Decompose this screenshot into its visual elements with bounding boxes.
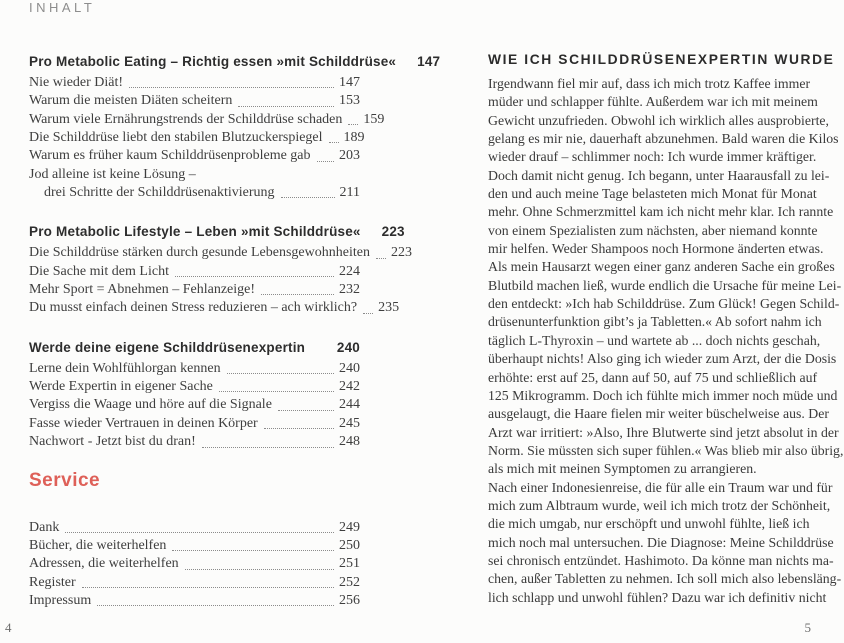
toc-section-heading <box>29 222 405 242</box>
toc-entry-label: Warum es früher kaum Schilddrüsenprobleme gab <box>29 148 311 164</box>
toc-entry-label: Jod alleine ist keine Lösung – <box>29 166 196 182</box>
toc-entry-label: Pro Metabolic Lifestyle – Leben »mit Schilddrüse« <box>29 224 361 240</box>
toc-entry <box>29 129 365 147</box>
dot-leader <box>402 67 412 68</box>
dot-leader <box>376 257 386 259</box>
chapter-text-line: chen, außer Tabletten zu nehmen. Ich soll mich also lebensläng- <box>488 571 842 587</box>
toc-entry-label: Werde Expertin in eigener Sache <box>29 379 213 395</box>
page-number-left: 4 <box>5 620 12 635</box>
dot-leader <box>185 568 334 570</box>
toc-entry <box>29 396 360 414</box>
dot-leader <box>317 160 334 162</box>
toc-entry-page: 147 <box>417 54 441 69</box>
toc-entry-page: 147 <box>339 75 360 90</box>
toc-entry <box>29 166 360 184</box>
chapter-text-line: Norm. Sie müssten sich super fühlen.« Was blieb mir also übrig, <box>488 442 844 458</box>
toc-section-heading <box>29 338 360 358</box>
toc-entry-page: 223 <box>390 245 412 261</box>
toc-entry <box>29 433 360 451</box>
toc-entry <box>29 537 360 555</box>
chapter-text-line: ausgelaugt, die Haare fielen mir weiter büschelweise aus. Der <box>488 406 829 422</box>
page-number-right: 5 <box>804 620 811 635</box>
chapter-text-line: Doch damit nicht genug. Ich begann, unter Haarausfall zu lei- <box>488 167 830 183</box>
chapter-text-line: müder und schlapper fühlte. Außerdem war ich mit meinem <box>488 94 818 110</box>
toc-entry-label: Fasse wieder Vertrauen in deinen Körper <box>29 415 258 431</box>
toc-entry <box>29 360 360 378</box>
chapter-text-line: erhöhte: erst auf 25, dann auf 50, auf 75 und schließlich auf <box>488 369 818 385</box>
chapter-text-line: Blutbild machen ließ, wurde endlich die Ursache für meine Lei- <box>488 277 842 293</box>
toc-entry-page: 250 <box>339 537 360 553</box>
toc-entry-page: 251 <box>339 556 360 572</box>
chapter-text-line: drüsenunterfunktion gibt’s ja Tabletten.« Ab sofort nahm ich <box>488 314 822 330</box>
toc-entry-label: Die Schilddrüse stärken durch gesunde Lebensgewohnheiten <box>29 245 370 261</box>
toc-entry-label: Nie wieder Diät! <box>29 75 124 90</box>
chapter-text-line: als mich mit meinen Symptomen zu arrangieren. <box>488 461 757 477</box>
toc-entry-page: 189 <box>343 130 365 146</box>
toc-entry <box>29 299 400 317</box>
dot-leader <box>264 427 334 429</box>
chapter-text-line: Als mein Hausarzt wegen einer ganz anderen Sache ein großes <box>488 259 835 275</box>
chapter-text-line: mich noch mal untersuchen. Die Diagnose: Meine Schilddrüse <box>488 534 834 550</box>
toc-entry <box>29 147 360 165</box>
toc-entry-label: Dank <box>29 519 60 535</box>
dot-leader <box>227 372 334 374</box>
toc-entry <box>29 263 360 281</box>
toc-entry-label: Adressen, die weiterhelfen <box>29 556 179 572</box>
chapter-text-line: den und auch meine Tage belasteten mich Monat für Monat <box>488 186 817 202</box>
toc-entry-page: 223 <box>381 224 405 240</box>
toc-section-heading <box>29 52 441 72</box>
chapter-body <box>488 75 844 607</box>
chapter-text-line: überhaupt nichts! Also ging ich wieder zum Arzt, der die Dosis <box>488 351 837 367</box>
chapter-text-line: wieder drauf – schlimmer noch: Ich wurde immer kräftiger. <box>488 149 817 165</box>
chapter-text-line: täglich L-Thyroxin – und wartete ab ... doch nichts geschah, <box>488 332 821 348</box>
toc-entry-label: Warum die meisten Diäten scheitern <box>29 93 233 109</box>
dot-leader <box>65 531 334 533</box>
toc-entry <box>29 111 385 129</box>
toc-entry <box>29 92 360 110</box>
service-entries <box>29 519 360 611</box>
table-of-contents <box>29 52 441 610</box>
toc-entry <box>29 378 360 396</box>
toc-entry-page: 256 <box>339 592 360 608</box>
dot-leader <box>278 409 334 411</box>
toc-entry-label: Mehr Sport = Abnehmen – Fehlanzeige! <box>29 282 256 298</box>
toc-entry-page: 159 <box>363 111 385 127</box>
chapter-text-line: Irgendwann fiel mir auf, dass ich mich trotz Kaffee immer <box>488 76 811 91</box>
toc-entry-page: 153 <box>339 93 360 109</box>
toc-entry-label: Bücher, die weiterhelfen <box>29 537 167 553</box>
toc-entry-page: 248 <box>339 434 360 450</box>
toc-entry-page: 244 <box>339 397 360 413</box>
toc-entry-label: drei Schritte der Schilddrüsenaktivierung <box>44 185 275 201</box>
chapter-text-line: mehr. Ohne Schmerzmittel kam ich nicht mehr klar. Ich rannte <box>488 204 834 220</box>
toc-entry <box>29 519 360 537</box>
dot-leader <box>172 549 334 551</box>
toc-entry-page: 240 <box>339 360 360 376</box>
dot-leader <box>311 353 332 354</box>
toc-entry-label: Impressum <box>29 592 92 608</box>
chapter-text-line: lich schlapp und unwohl fühlen? Dazu war ich definitiv nicht <box>488 589 827 605</box>
toc-section <box>29 52 441 202</box>
dot-leader <box>367 237 377 238</box>
toc-entry-page: 252 <box>339 574 360 590</box>
toc-entry-page: 242 <box>339 379 360 395</box>
dot-leader <box>202 446 334 448</box>
chapter-title: WIE ICH SCHILDDRÜSENEXPERTIN WURDE <box>488 52 835 67</box>
chapter-text-line: 125 Mikrogramm. Doch ich fühlte mich immer noch müde und <box>488 387 838 403</box>
chapter <box>488 52 844 607</box>
dot-leader <box>363 312 373 314</box>
toc-entry-label: Die Sache mit dem Licht <box>29 263 169 279</box>
toc-entry-label: Warum viele Ernährungstrends der Schilddrüse schaden <box>29 111 343 127</box>
toc-entry-label: Werde deine eigene Schilddrüsenexpertin <box>29 339 306 355</box>
toc-entry <box>29 415 360 433</box>
toc-section <box>29 338 360 452</box>
toc-entry <box>29 574 360 592</box>
toc-section <box>29 222 412 317</box>
toc-entry-page: 203 <box>339 148 360 164</box>
dot-leader <box>219 390 334 392</box>
toc-entry-label: Register <box>29 574 76 590</box>
toc-entry <box>29 555 360 573</box>
chapter-text-line: die mich umgab, nur erschöpft und unwohl fühlte, ließ ich <box>488 516 810 532</box>
chapter-text-line: mich zum Albtraum wurde, weil ich mich trotz der Schönheit, <box>488 497 831 513</box>
service-heading: Service <box>29 469 101 491</box>
chapter-text-line: mir helfen. Weder Shampoos noch Hormone änderten etwas. <box>488 241 824 257</box>
toc-entry-page: 211 <box>339 185 360 201</box>
toc-entry-label: Pro Metabolic Eating – Richtig essen »mit Schilddrüse« <box>29 54 397 69</box>
running-head: INHALT <box>29 0 96 15</box>
dot-leader <box>348 123 358 125</box>
toc-entry-page: 224 <box>339 263 360 279</box>
dot-leader <box>97 604 334 606</box>
chapter-text-line: gelang es mir nie, dauerhaft abzunehmen. Bald waren die Kilos <box>488 131 839 147</box>
toc-entry-page: 245 <box>339 415 360 431</box>
chapter-text-line: sei chronisch entzündet. Hashimoto. Da könne man nichts ma- <box>488 552 834 568</box>
toc-entry-page: 232 <box>339 282 360 298</box>
chapter-text-line: Gewicht unzufrieden. Obwohl ich wirklich alles ausprobierte, <box>488 112 829 128</box>
service-section <box>29 470 360 611</box>
dot-leader <box>238 105 334 107</box>
chapter-text-line: Nach einer Indonesienreise, die für alle ein Traum war und für <box>488 479 833 495</box>
toc-entry <box>29 592 360 610</box>
dot-leader <box>329 141 339 143</box>
chapter-text-line: Arzt war irritiert: »Also, Ihre Blutwerte sind jetzt absolut in der <box>488 424 839 440</box>
dot-leader <box>261 293 334 295</box>
toc-entry-label: Lerne dein Wohlfühlorgan kennen <box>29 360 221 376</box>
toc-entry-page: 240 <box>336 339 360 355</box>
dot-leader <box>129 86 334 88</box>
toc-entry-page: 249 <box>339 519 360 535</box>
toc-entry-label: Nachwort - Jetzt bist du dran! <box>29 434 196 450</box>
dot-leader <box>82 586 334 588</box>
toc-entry-label: Du musst einfach deinen Stress reduzieren – ach wirklich? <box>29 300 358 316</box>
toc-entry <box>29 281 360 299</box>
chapter-text-line: von einem Spezialisten zum nächsten, aber niemand konnte <box>488 222 818 238</box>
toc-entry-label: Die Schilddrüse liebt den stabilen Blutzuckerspiegel <box>29 130 323 146</box>
chapter-text-line: den entdeckt: »Ich hab Schilddrüse. Zum Glück! Gegen Schild- <box>488 296 840 312</box>
toc-entry-label: Vergiss die Waage und höre auf die Signale <box>29 397 272 413</box>
toc-entry <box>29 184 360 202</box>
toc-entry <box>29 244 412 262</box>
dot-leader <box>281 196 335 198</box>
toc-entry <box>29 74 360 92</box>
toc-entry-page: 235 <box>378 300 400 316</box>
dot-leader <box>175 275 334 277</box>
